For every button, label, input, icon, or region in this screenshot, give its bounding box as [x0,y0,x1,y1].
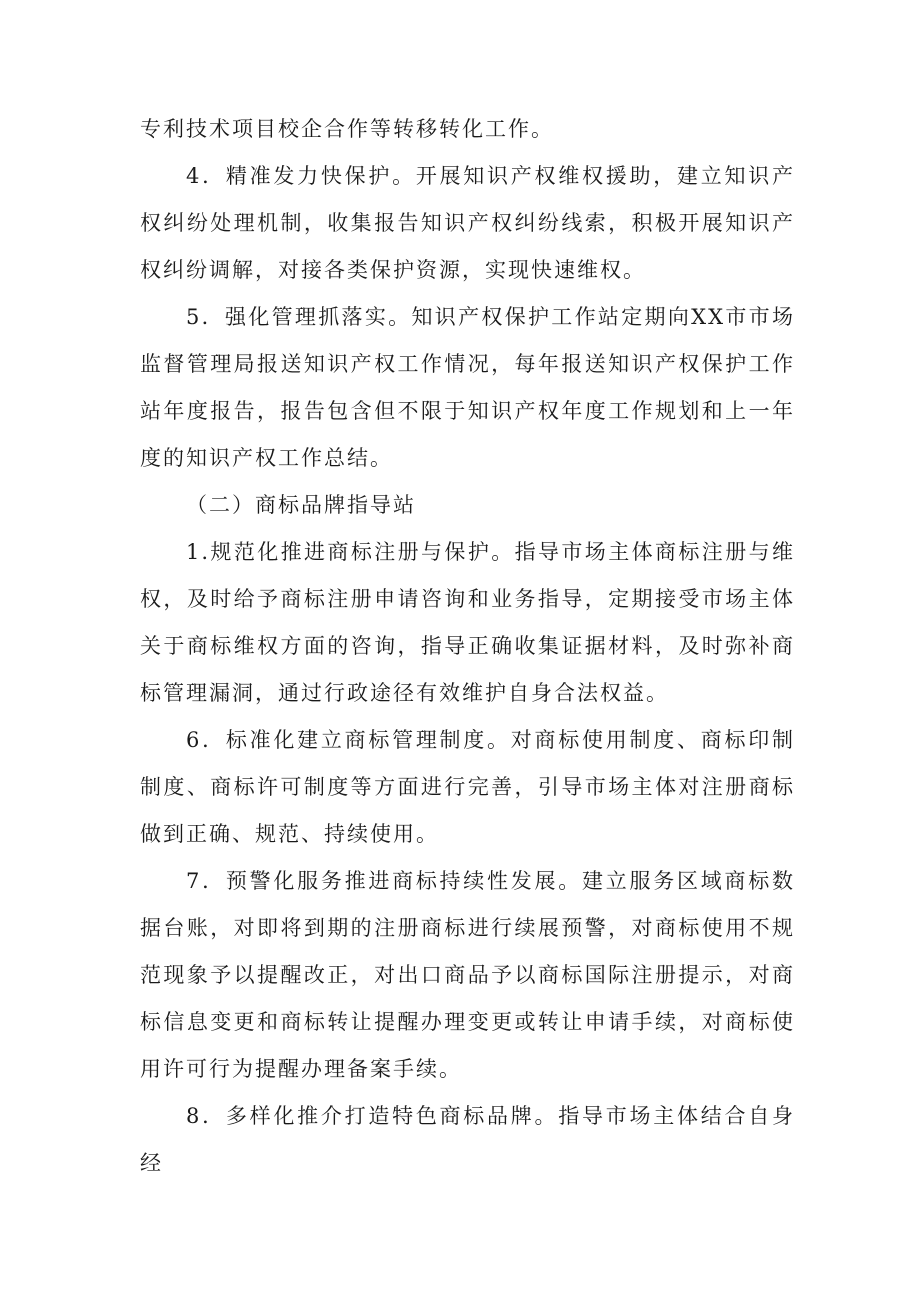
paragraph-item-1: 1.规范化推进商标注册与保护。指导市场主体商标注册与维权，及时给予商标注册申请咨询和业务指导，定期接受市场主体关于商标维权方面的咨询，指导正确收集证据材料，及时弥补商标管理漏洞，通过行政途径有效维护自身合法权益。 [140,540,795,705]
section-heading-trademark-station: （二）商标品牌指导站 [186,493,416,517]
paragraph-item-4: 4．精准发力快保护。开展知识产权维权援助，建立知识产权纠纷处理机制，收集报告知识产权纠纷线索，积极开展知识产权纠纷调解，对接各类保护资源，实现快速维权。 [140,164,795,282]
paragraph-continuation: 专利技术项目校企合作等转移转化工作。 [140,117,554,141]
paragraph-item-6: 6．标准化建立商标管理制度。对商标使用制度、商标印制制度、商标许可制度等方面进行完善，引导市场主体对注册商标做到正确、规范、持续使用。 [140,728,795,846]
paragraph-item-5: 5．强化管理抓落实。知识产权保护工作站定期向XX市市场监督管理局报送知识产权工作情况，每年报送知识产权保护工作站年度报告，报告包含但不限于知识产权年度工作规划和上一年度的知识产权工作总结。 [140,305,795,470]
paragraph-item-8: 8．多样化推介打造特色商标品牌。指导市场主体结合自身经 [140,1104,795,1175]
document-body [140,106,795,1187]
paragraph-item-7: 7．预警化服务推进商标持续性发展。建立服务区域商标数据台账，对即将到期的注册商标进行续展预警，对商标使用不规范现象予以提醒改正，对出口商品予以商标国际注册提示，对商标信息变更和商标转让提醒办理变更或转让申请手续，对商标使用许可行为提醒办理备案手续。 [140,869,795,1081]
